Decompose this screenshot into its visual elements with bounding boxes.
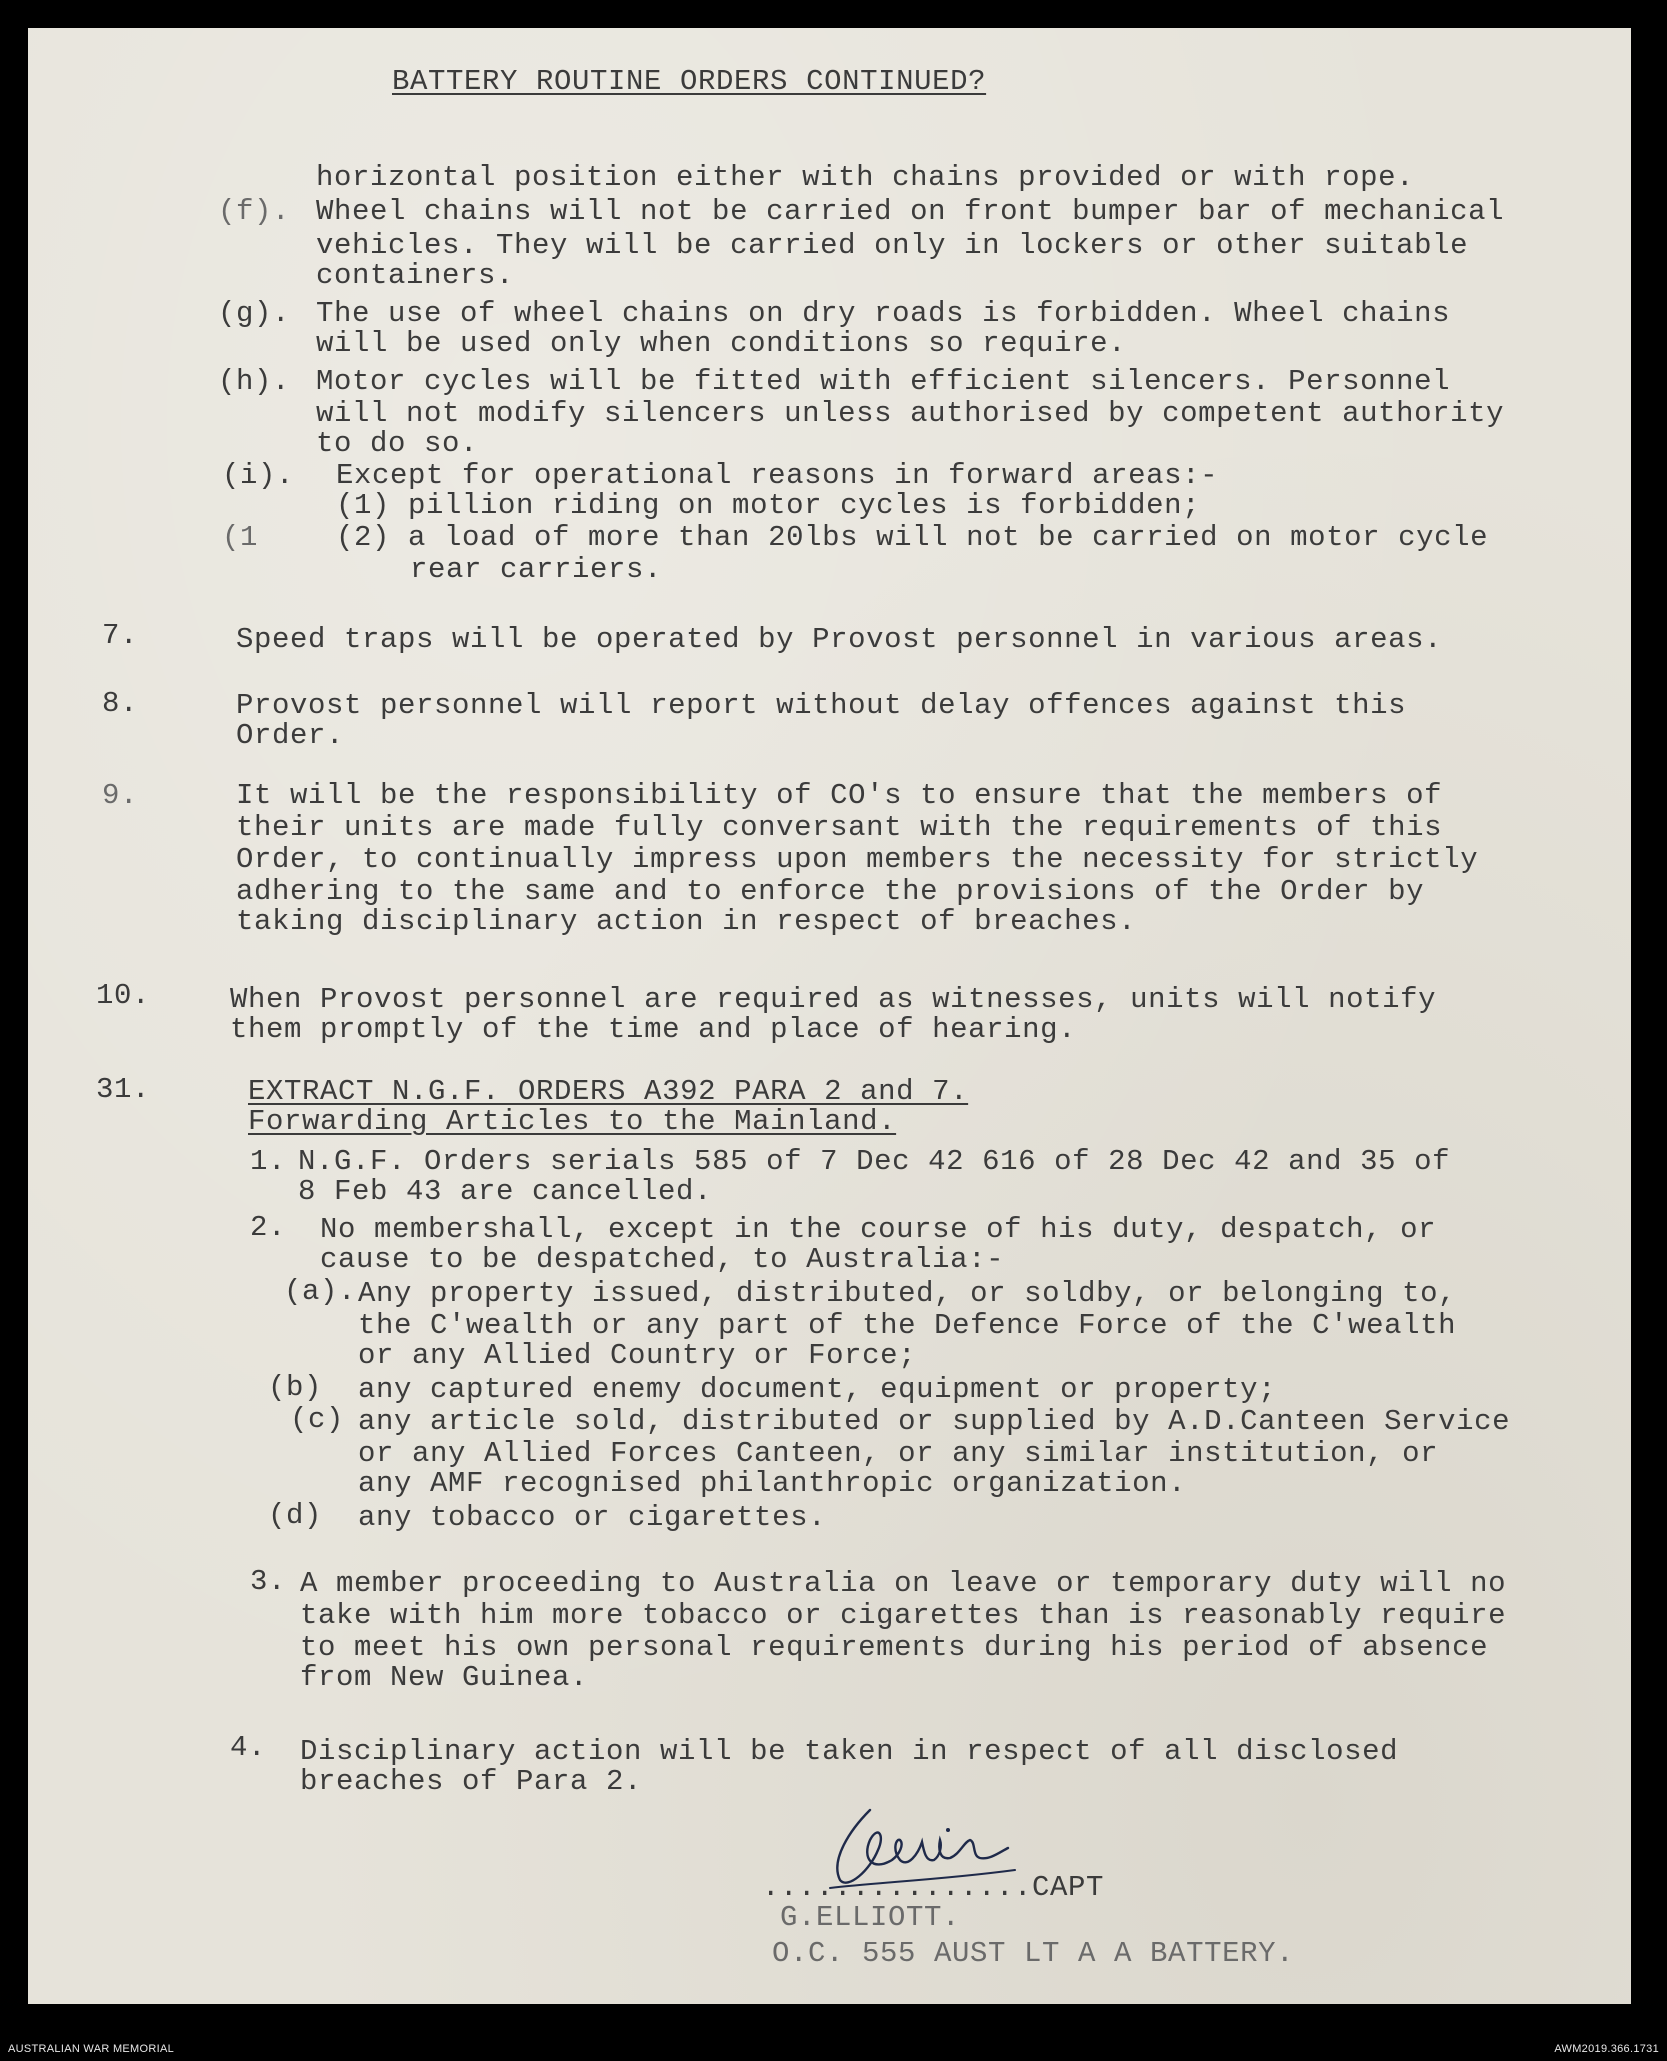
item-b-line: any captured enemy document, equipment or property; xyxy=(358,1373,1277,1406)
para-31-number: 31. xyxy=(96,1073,151,1106)
para-9-line-2: their units are made fully conversant with the requirements of this xyxy=(236,811,1443,844)
item-c-line-2: or any Allied Forces Canteen, or any similar institution, or xyxy=(358,1437,1439,1470)
signatory-name: G.ELLIOTT. xyxy=(780,1901,961,1934)
item-g-line-1: The use of wheel chains on dry roads is forbidden. Wheel chains xyxy=(316,297,1451,330)
footer-accession-number: AWM2019.366.1731 xyxy=(1554,2043,1659,2055)
page-heading: BATTERY ROUTINE ORDERS CONTINUED? xyxy=(392,65,987,98)
item-4-number: 4. xyxy=(230,1731,267,1764)
item-a-line-1: Any property issued, distributed, or soldby, or belonging to, xyxy=(358,1277,1457,1310)
item-h-label: (h). xyxy=(218,365,291,398)
para-8-line-2: Order. xyxy=(236,719,345,752)
item-1-line-1: N.G.F. Orders serials 585 of 7 Dec 42 616 of 28 Dec 42 and 35 of xyxy=(298,1145,1451,1178)
item-1-number: 1. xyxy=(250,1145,287,1178)
para-10-number: 10. xyxy=(96,979,151,1012)
item-h-line-2: will not modify silencers unless authorised by competent authority xyxy=(316,397,1505,430)
item-3-line-1: A member proceeding to Australia on leave or temporary duty will no xyxy=(300,1567,1507,1600)
item-c-line-3: any AMF recognised philanthropic organization. xyxy=(358,1467,1187,1500)
footer-institution: AUSTRALIAN WAR MEMORIAL xyxy=(8,2043,175,2055)
item-2-line-2: cause to be despatched, to Australia:- xyxy=(320,1243,1005,1276)
item-h-line-1: Motor cycles will be fitted with efficient silencers. Personnel xyxy=(316,365,1451,398)
item-2-line-1: No membershall, except in the course of his duty, despatch, or xyxy=(320,1213,1437,1246)
item-f-label: (f). xyxy=(218,195,291,228)
item-f-line-3: containers. xyxy=(316,259,515,292)
para-9-line-1: It will be the responsibility of CO's to ensure that the members of xyxy=(236,779,1443,812)
item-4-line-1: Disciplinary action will be taken in respect of all disclosed xyxy=(300,1735,1399,1768)
para-8-line-1: Provost personnel will report without delay offences against this xyxy=(236,689,1407,722)
item-3-line-2: take with him more tobacco or cigarettes than is reasonably require xyxy=(300,1599,1507,1632)
item-4-line-2: breaches of Para 2. xyxy=(300,1765,643,1798)
item-f-line-2: vehicles. They will be carried only in lockers or other suitable xyxy=(316,229,1469,262)
item-g-label: (g). xyxy=(218,297,291,330)
item-h-line-3: to do so. xyxy=(316,427,479,460)
item-3-number: 3. xyxy=(250,1565,287,1598)
item-b-label: (b) xyxy=(268,1371,323,1404)
item-a-line-2: the C'wealth or any part of the Defence Force of the C'wealth xyxy=(358,1309,1457,1342)
para-7-number: 7. xyxy=(102,619,139,652)
item-i-line: Except for operational reasons in forward areas:- xyxy=(336,459,1219,492)
item-c-line-1: any article sold, distributed or supplied by A.D.Canteen Service xyxy=(358,1405,1511,1438)
para-8-number: 8. xyxy=(102,687,139,720)
item-a-line-3: or any Allied Country or Force; xyxy=(358,1339,917,1372)
item-i-margin-mark: (1 xyxy=(222,521,259,554)
item-d-line: any tobacco or cigarettes. xyxy=(358,1501,827,1534)
item-i-label: (i). xyxy=(222,459,295,492)
item-g-line-2: will be used only when conditions so require. xyxy=(316,327,1127,360)
para-9-line-5: taking disciplinary action in respect of breaches. xyxy=(236,905,1137,938)
item-f-line-1: Wheel chains will not be carried on front bumper bar of mechanical xyxy=(316,195,1505,228)
para-10-line-1: When Provost personnel are required as witnesses, units will notify xyxy=(230,983,1437,1016)
para-9-number: 9. xyxy=(102,779,139,812)
item-3-line-3: to meet his own personal requirements during his period of absence xyxy=(300,1631,1489,1664)
item-d-label: (d) xyxy=(268,1499,323,1532)
para-10-line-2: them promptly of the time and place of hearing. xyxy=(230,1013,1077,1046)
signatory-appointment: O.C. 555 AUST LT A A BATTERY. xyxy=(772,1937,1295,1970)
para-31-subtitle: Forwarding Articles to the Mainland. xyxy=(248,1105,897,1138)
item-i-sub-2: (2) a load of more than 20lbs will not be carried on motor cycle xyxy=(336,521,1489,554)
item-1-line-2: 8 Feb 43 are cancelled. xyxy=(298,1175,713,1208)
item-2-number: 2. xyxy=(250,1211,287,1244)
item-i-sub-2-cont: rear carriers. xyxy=(410,553,663,586)
item-i-sub-1: (1) pillion riding on motor cycles is forbidden; xyxy=(336,489,1201,522)
item-c-label: (c) xyxy=(290,1403,345,1436)
para-7-text: Speed traps will be operated by Provost personnel in various areas. xyxy=(236,623,1443,656)
item-a-label: (a). xyxy=(284,1275,357,1308)
para-9-line-4: adhering to the same and to enforce the provisions of the Order by xyxy=(236,875,1425,908)
item-e-continuation: horizontal position either with chains provided or with rope. xyxy=(316,161,1415,194)
signature-rank-line: ...............CAPT xyxy=(762,1871,1105,1904)
para-9-line-3: Order, to continually impress upon members the necessity for strictly xyxy=(236,843,1479,876)
item-3-line-4: from New Guinea. xyxy=(300,1661,589,1694)
para-31-title: EXTRACT N.G.F. ORDERS A392 PARA 2 and 7. xyxy=(248,1075,969,1108)
